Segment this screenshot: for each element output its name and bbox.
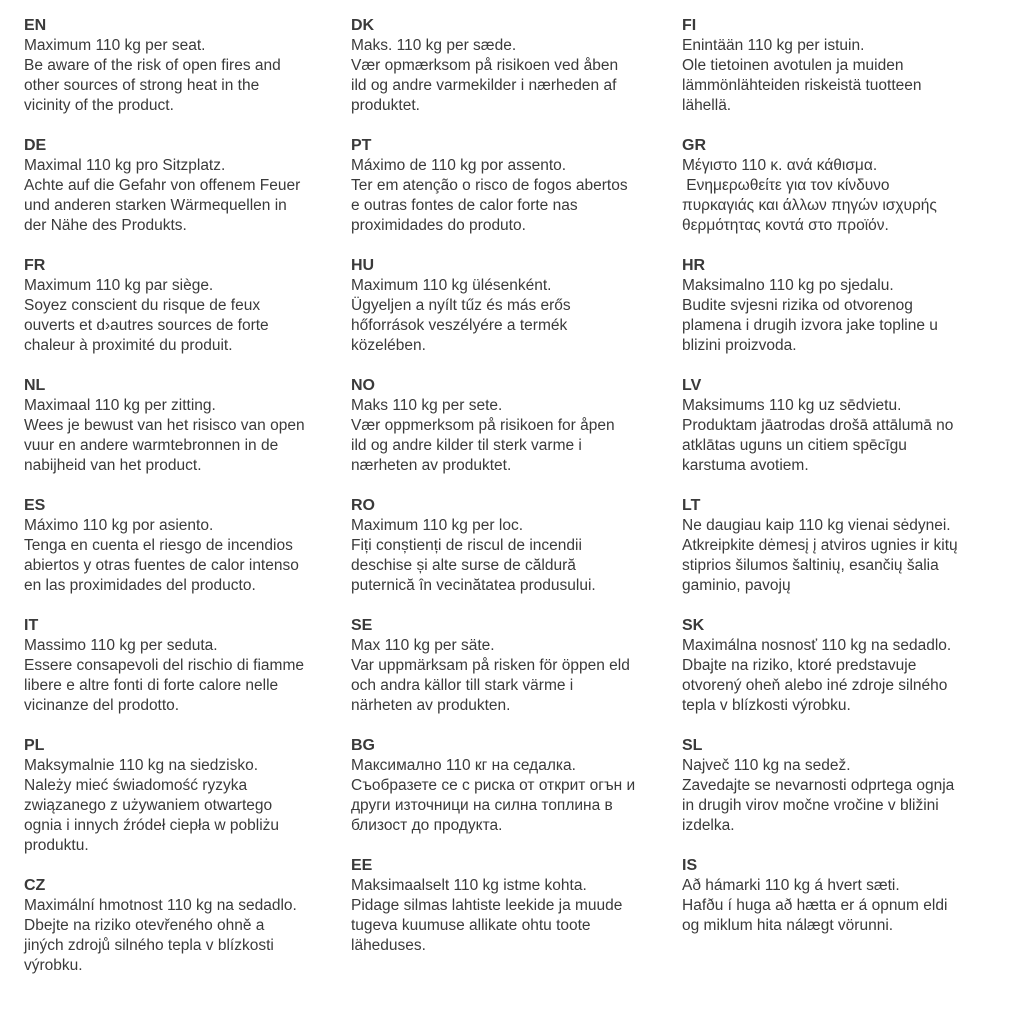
warning-block-RO xyxy=(351,496,681,596)
text-line: Należy mieć świadomość ryzyka xyxy=(24,777,248,794)
language-code: PL xyxy=(24,737,45,754)
text-line: výrobku. xyxy=(24,957,83,974)
warning-block-IT xyxy=(24,616,354,716)
warning-block-ES xyxy=(24,496,354,596)
text-line: en las proximidades del producto. xyxy=(24,577,256,594)
text-line: Ole tietoinen avotulen ja muiden xyxy=(682,57,904,74)
text-line: Vær oppmerksom på risikoen for åpen xyxy=(351,417,615,434)
text-line: Hafðu í huga að hætta er á opnum eldi xyxy=(682,897,948,914)
text-line: Maximaal 110 kg per zitting. xyxy=(24,397,216,414)
text-line: други източници на силна топлина в xyxy=(351,797,613,814)
text-line: Maksymalnie 110 kg na siedzisko. xyxy=(24,757,259,774)
text-line: vicinanze del prodotto. xyxy=(24,697,180,714)
language-code: FI xyxy=(682,17,697,34)
text-line: Achte auf die Gefahr von offenem Feuer xyxy=(24,177,301,194)
warning-block-FR xyxy=(24,256,354,356)
text-line: stiprios šilumos šaltinių, esančių šalia xyxy=(682,557,939,574)
text-line: Tenga en cuenta el riesgo de incendios xyxy=(24,537,293,554)
text-line: Maximální hmotnost 110 kg na sedadlo. xyxy=(24,897,297,914)
warning-block-EE xyxy=(351,856,681,956)
text-line: gaminio, pavojų xyxy=(682,577,791,594)
text-line: Ενημερωθείτε για τον κίνδυνο xyxy=(682,177,890,194)
text-line: Produktam jāatrodas drošā attālumā no xyxy=(682,417,954,434)
language-code: GR xyxy=(682,137,706,154)
text-line: chaleur à proximité du produit. xyxy=(24,337,233,354)
language-code: NL xyxy=(24,377,46,394)
language-code: CZ xyxy=(24,877,46,894)
text-line: Að hámarki 110 kg á hvert sæti. xyxy=(682,877,900,894)
text-line: og miklum hita nálægt vörunni. xyxy=(682,917,894,934)
language-code: HU xyxy=(351,257,375,274)
text-line: nærheten av produktet. xyxy=(351,457,512,474)
text-line: Massimo 110 kg per seduta. xyxy=(24,637,218,654)
text-line: vicinity of the product. xyxy=(24,97,174,114)
text-line: produktu. xyxy=(24,837,89,854)
text-line: Máximo 110 kg por asiento. xyxy=(24,517,214,534)
text-line: Vær opmærksom på risikoen ved åben xyxy=(351,57,619,74)
language-column-left xyxy=(24,16,354,996)
warning-block-HU xyxy=(351,256,681,356)
text-line: otvorený oheň alebo iné zdroje silného xyxy=(682,677,948,694)
text-line: Máximo de 110 kg por assento. xyxy=(351,157,567,174)
language-code: LT xyxy=(682,497,701,514)
warning-block-GR xyxy=(682,136,1012,236)
warning-block-SE xyxy=(351,616,681,716)
text-line: Maximálna nosnosť 110 kg na sedadlo. xyxy=(682,637,952,654)
warning-block-CZ xyxy=(24,876,354,976)
warning-block-PT xyxy=(351,136,681,236)
text-line: Var uppmärksam på risken för öppen eld xyxy=(351,657,630,674)
warning-block-LT xyxy=(682,496,1012,596)
text-line: tugeva kuumuse allikate ohtu toote xyxy=(351,917,591,934)
text-line: lähellä. xyxy=(682,97,732,114)
text-line: Ter em atenção o risco de fogos abertos xyxy=(351,177,628,194)
text-line: libere e altre fonti di forte calore nelle xyxy=(24,677,279,694)
text-line: plamena i drugih izvora jake topline u xyxy=(682,317,938,334)
language-code: FR xyxy=(24,257,46,274)
text-line: Soyez conscient du risque de feux xyxy=(24,297,261,314)
language-code: RO xyxy=(351,497,375,514)
language-code: SE xyxy=(351,617,373,634)
text-line: Enintään 110 kg per istuin. xyxy=(682,37,865,54)
text-line: in drugih virov močne vročine v bližini xyxy=(682,797,939,814)
text-line: abiertos y otras fuentes de calor intenso xyxy=(24,557,299,574)
language-code: EE xyxy=(351,857,373,874)
text-line: Maksimaalselt 110 kg istme kohta. xyxy=(351,877,587,894)
text-line: blizini proizvoda. xyxy=(682,337,797,354)
text-line: θερμότητας κοντά στο προϊόν. xyxy=(682,217,889,234)
text-line: hőforrások veszélyére a termék xyxy=(351,317,568,334)
text-line: nabijheid van het product. xyxy=(24,457,202,474)
text-line: közelében. xyxy=(351,337,426,354)
warning-block-SL xyxy=(682,736,1012,836)
language-code: DK xyxy=(351,17,375,34)
text-line: Maximum 110 kg ülésenként. xyxy=(351,277,552,294)
text-line: och andra källor till stark värme i xyxy=(351,677,574,694)
language-code: IS xyxy=(682,857,698,874)
text-line: ild og andre kilder til sterk varme i xyxy=(351,437,582,454)
text-line: other sources of strong heat in the xyxy=(24,77,260,94)
text-line: Maximal 110 kg pro Sitzplatz. xyxy=(24,157,226,174)
text-line: ognia i innych źródeł ciepła w pobliżu xyxy=(24,817,280,834)
text-line: Atkreipkite dėmesį į atviros ugnies ir kitų xyxy=(682,537,958,554)
text-line: produktet. xyxy=(351,97,420,114)
text-line: Essere consapevoli del rischio di fiamme xyxy=(24,657,304,674)
text-line: Maks. 110 kg per sæde. xyxy=(351,37,517,54)
warning-block-IS xyxy=(682,856,1012,936)
text-line: izdelka. xyxy=(682,817,735,834)
text-line: Največ 110 kg na sedež. xyxy=(682,757,851,774)
text-line: Pidage silmas lahtiste leekide ja muude xyxy=(351,897,623,914)
text-line: Μέγιστο 110 κ. ανά κάθισμα. xyxy=(682,157,878,174)
text-line: ild og andre varmekilder i nærheden af xyxy=(351,77,617,94)
language-code: DE xyxy=(24,137,47,154)
language-code: HR xyxy=(682,257,706,274)
text-line: Maksimums 110 kg uz sēdvietu. xyxy=(682,397,902,414)
text-line: ouverts et d›autres sources de forte xyxy=(24,317,269,334)
language-code: PT xyxy=(351,137,372,154)
language-code: SK xyxy=(682,617,705,634)
text-line: lämmönlähteiden riskeistä tuotteen xyxy=(682,77,922,94)
text-line: atklātas uguns un citiem spēcīgu xyxy=(682,437,907,454)
language-code: NO xyxy=(351,377,375,394)
text-line: jiných zdrojů silného tepla v blízkosti xyxy=(24,937,274,954)
warning-block-FI xyxy=(682,16,1012,116)
text-line: Budite svjesni rizika od otvorenog xyxy=(682,297,913,314)
text-line: läheduses. xyxy=(351,937,426,954)
text-line: vuur en andere warmtebronnen in de xyxy=(24,437,279,454)
text-line: Съобразете се с риска от открит огън и xyxy=(351,777,636,794)
text-line: der Nähe des Produkts. xyxy=(24,217,187,234)
warning-block-DE xyxy=(24,136,354,236)
text-line: Maximum 110 kg per loc. xyxy=(351,517,523,534)
text-line: karstuma avotiem. xyxy=(682,457,809,474)
text-line: близост до продукта. xyxy=(351,817,503,834)
text-line: Maks 110 kg per sete. xyxy=(351,397,503,414)
text-line: puternică în vecinătatea produsului. xyxy=(351,577,596,594)
text-line: Max 110 kg per säte. xyxy=(351,637,495,654)
text-line: Wees je bewust van het risisco van open xyxy=(24,417,305,434)
text-line: Максимално 110 кг на седалка. xyxy=(351,757,576,774)
language-code: SL xyxy=(682,737,703,754)
language-column-middle xyxy=(351,16,681,976)
text-line: πυρκαγιάς και άλλων πηγών ισχυρής xyxy=(682,197,937,214)
text-line: Fiți conștienți de riscul de incendii xyxy=(351,537,582,554)
language-code: BG xyxy=(351,737,375,754)
text-line: närheten av produkten. xyxy=(351,697,511,714)
language-column-right xyxy=(682,16,1012,956)
warning-block-DK xyxy=(351,16,681,116)
text-line: Be aware of the risk of open fires and xyxy=(24,57,281,74)
text-line: Zavedajte se nevarnosti odprtega ognja xyxy=(682,777,955,794)
text-line: tepla v blízkosti výrobku. xyxy=(682,697,851,714)
warning-block-BG xyxy=(351,736,681,836)
text-line: proximidades do produto. xyxy=(351,217,526,234)
text-line: Maksimalno 110 kg po sjedalu. xyxy=(682,277,894,294)
language-code: IT xyxy=(24,617,39,634)
text-line: związanego z używaniem otwartego xyxy=(24,797,273,814)
warning-block-PL xyxy=(24,736,354,856)
warning-block-NL xyxy=(24,376,354,476)
warning-block-HR xyxy=(682,256,1012,356)
text-line: Ne daugiau kaip 110 kg vienai sėdynei. xyxy=(682,517,951,534)
text-line: e outras fontes de calor forte nas xyxy=(351,197,578,214)
text-line: und anderen starken Wärmequellen in xyxy=(24,197,287,214)
text-line: Maximum 110 kg par siège. xyxy=(24,277,214,294)
text-line: Maximum 110 kg per seat. xyxy=(24,37,206,54)
text-line: Dbejte na riziko otevřeného ohně a xyxy=(24,917,265,934)
warning-block-EN xyxy=(24,16,354,116)
language-code: LV xyxy=(682,377,702,394)
warning-block-SK xyxy=(682,616,1012,716)
warning-block-LV xyxy=(682,376,1012,476)
text-line: Ügyeljen a nyílt tűz és más erős xyxy=(351,297,571,314)
text-line: deschise și alte surse de căldură xyxy=(351,557,576,574)
text-line: Dbajte na riziko, ktoré predstavuje xyxy=(682,657,917,674)
warning-block-NO xyxy=(351,376,681,476)
language-code: ES xyxy=(24,497,46,514)
language-code: EN xyxy=(24,17,47,34)
